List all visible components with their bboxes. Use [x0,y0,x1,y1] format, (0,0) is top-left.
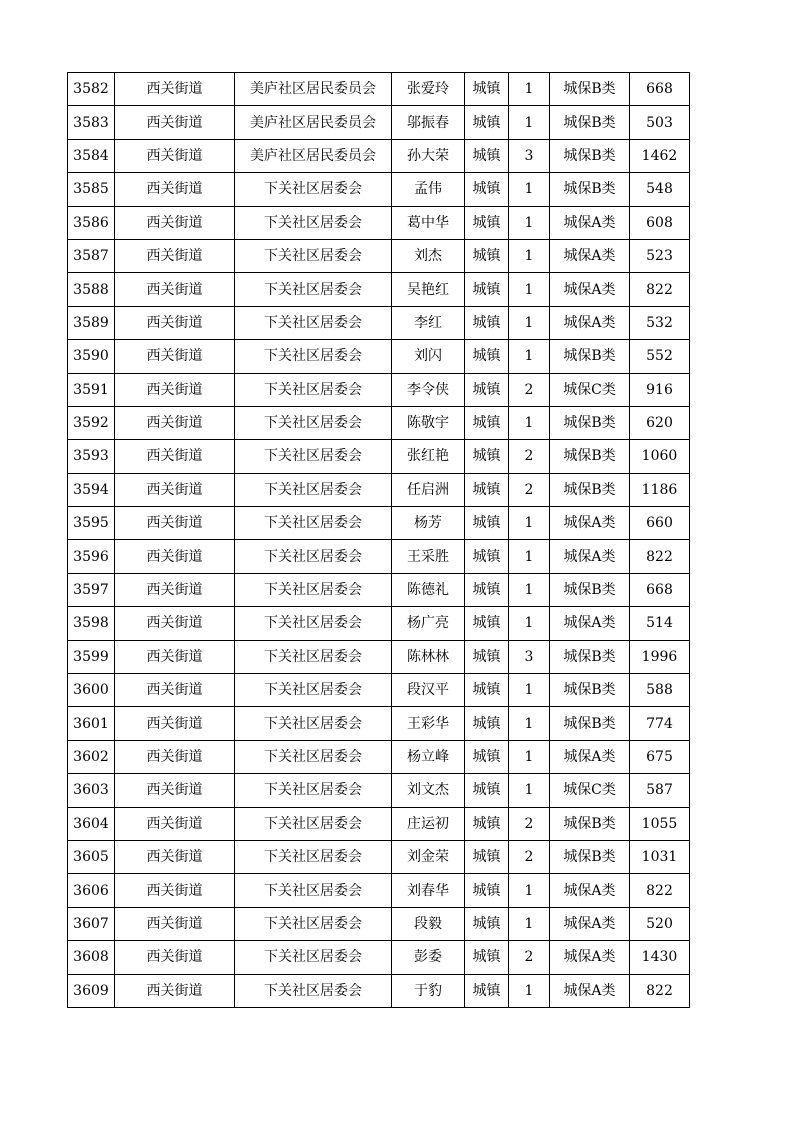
cell-street: 西关街道 [115,640,235,673]
cell-area: 城镇 [465,540,509,573]
table-row [68,306,690,339]
cell-street: 西关街道 [115,473,235,506]
cell-name: 刘文杰 [392,774,465,807]
cell-amount: 1462 [630,139,690,172]
cell-street: 西关街道 [115,740,235,773]
cell-name: 杨广亮 [392,607,465,640]
cell-insurance-type: 城保A类 [550,206,630,239]
cell-amount: 523 [630,239,690,272]
cell-insurance-type: 城保B类 [550,173,630,206]
cell-amount: 822 [630,974,690,1007]
cell-number: 3596 [68,540,115,573]
cell-name: 张红艳 [392,440,465,473]
cell-area: 城镇 [465,573,509,606]
cell-number: 3605 [68,840,115,873]
cell-household-count: 2 [509,373,550,406]
cell-number: 3593 [68,440,115,473]
cell-name: 杨芳 [392,507,465,540]
table-row [68,874,690,907]
cell-community: 下关社区居委会 [235,340,392,373]
cell-community: 下关社区居委会 [235,807,392,840]
cell-area: 城镇 [465,139,509,172]
cell-street: 西关街道 [115,540,235,573]
cell-household-count: 2 [509,440,550,473]
cell-number: 3604 [68,807,115,840]
cell-area: 城镇 [465,206,509,239]
cell-number: 3588 [68,273,115,306]
cell-number: 3600 [68,674,115,707]
cell-household-count: 1 [509,974,550,1007]
cell-insurance-type: 城保B类 [550,807,630,840]
cell-insurance-type: 城保C类 [550,373,630,406]
cell-area: 城镇 [465,440,509,473]
cell-household-count: 1 [509,73,550,106]
cell-name: 刘杰 [392,239,465,272]
cell-street: 西关街道 [115,273,235,306]
cell-community: 下关社区居委会 [235,874,392,907]
cell-amount: 1031 [630,840,690,873]
cell-number: 3608 [68,941,115,974]
cell-household-count: 1 [509,874,550,907]
cell-insurance-type: 城保B类 [550,840,630,873]
cell-street: 西关街道 [115,440,235,473]
cell-community: 下关社区居委会 [235,507,392,540]
cell-amount: 1430 [630,941,690,974]
cell-insurance-type: 城保A类 [550,507,630,540]
cell-insurance-type: 城保A类 [550,874,630,907]
cell-street: 西关街道 [115,707,235,740]
cell-insurance-type: 城保A类 [550,306,630,339]
cell-amount: 668 [630,73,690,106]
cell-name: 葛中华 [392,206,465,239]
cell-number: 3587 [68,239,115,272]
cell-insurance-type: 城保A类 [550,941,630,974]
cell-insurance-type: 城保A类 [550,907,630,940]
cell-name: 刘闪 [392,340,465,373]
cell-name: 刘春华 [392,874,465,907]
cell-name: 吴艳红 [392,273,465,306]
table-row [68,573,690,606]
cell-area: 城镇 [465,774,509,807]
cell-community: 下关社区居委会 [235,740,392,773]
cell-household-count: 1 [509,306,550,339]
cell-community: 下关社区居委会 [235,473,392,506]
cell-insurance-type: 城保B类 [550,406,630,439]
cell-insurance-type: 城保A类 [550,607,630,640]
cell-name: 李红 [392,306,465,339]
cell-number: 3602 [68,740,115,773]
cell-number: 3592 [68,406,115,439]
cell-number: 3601 [68,707,115,740]
cell-amount: 514 [630,607,690,640]
cell-street: 西关街道 [115,73,235,106]
cell-household-count: 1 [509,540,550,573]
cell-area: 城镇 [465,340,509,373]
cell-name: 任启洲 [392,473,465,506]
cell-street: 西关街道 [115,173,235,206]
cell-insurance-type: 城保B类 [550,573,630,606]
table-row [68,173,690,206]
cell-amount: 548 [630,173,690,206]
cell-community: 下关社区居委会 [235,273,392,306]
cell-insurance-type: 城保B类 [550,106,630,139]
cell-street: 西关街道 [115,573,235,606]
cell-area: 城镇 [465,941,509,974]
cell-name: 段毅 [392,907,465,940]
cell-area: 城镇 [465,273,509,306]
cell-number: 3585 [68,173,115,206]
cell-household-count: 1 [509,740,550,773]
table-row [68,707,690,740]
cell-number: 3594 [68,473,115,506]
table-row [68,139,690,172]
cell-household-count: 1 [509,707,550,740]
cell-amount: 668 [630,573,690,606]
cell-amount: 822 [630,273,690,306]
cell-area: 城镇 [465,707,509,740]
cell-amount: 774 [630,707,690,740]
table-body [68,73,690,1008]
cell-community: 下关社区居委会 [235,406,392,439]
cell-amount: 520 [630,907,690,940]
cell-street: 西关街道 [115,907,235,940]
cell-household-count: 1 [509,340,550,373]
cell-name: 杨立峰 [392,740,465,773]
cell-street: 西关街道 [115,874,235,907]
cell-community: 下关社区居委会 [235,239,392,272]
table-row [68,106,690,139]
cell-community: 下关社区居委会 [235,941,392,974]
cell-area: 城镇 [465,106,509,139]
cell-community: 下关社区居委会 [235,907,392,940]
table-row [68,473,690,506]
cell-number: 3583 [68,106,115,139]
cell-name: 彭委 [392,941,465,974]
cell-area: 城镇 [465,640,509,673]
cell-amount: 1186 [630,473,690,506]
cell-household-count: 1 [509,607,550,640]
cell-insurance-type: 城保B类 [550,73,630,106]
cell-community: 美庐社区居民委员会 [235,106,392,139]
cell-amount: 608 [630,206,690,239]
cell-number: 3603 [68,774,115,807]
table-row [68,640,690,673]
cell-number: 3606 [68,874,115,907]
cell-amount: 587 [630,774,690,807]
cell-street: 西关街道 [115,941,235,974]
cell-name: 陈德礼 [392,573,465,606]
cell-household-count: 1 [509,907,550,940]
cell-name: 庄运初 [392,807,465,840]
cell-area: 城镇 [465,473,509,506]
cell-household-count: 1 [509,774,550,807]
cell-insurance-type: 城保A类 [550,740,630,773]
cell-area: 城镇 [465,674,509,707]
cell-insurance-type: 城保B类 [550,340,630,373]
cell-area: 城镇 [465,239,509,272]
cell-number: 3589 [68,306,115,339]
cell-amount: 552 [630,340,690,373]
cell-amount: 620 [630,406,690,439]
cell-community: 下关社区居委会 [235,674,392,707]
cell-household-count: 2 [509,840,550,873]
cell-community: 下关社区居委会 [235,306,392,339]
cell-area: 城镇 [465,306,509,339]
cell-amount: 822 [630,874,690,907]
data-table [67,72,690,1008]
cell-amount: 532 [630,306,690,339]
cell-area: 城镇 [465,507,509,540]
cell-area: 城镇 [465,974,509,1007]
cell-number: 3607 [68,907,115,940]
cell-community: 下关社区居委会 [235,974,392,1007]
cell-street: 西关街道 [115,807,235,840]
cell-insurance-type: 城保A类 [550,239,630,272]
cell-household-count: 1 [509,173,550,206]
cell-number: 3598 [68,607,115,640]
cell-street: 西关街道 [115,774,235,807]
table-row [68,540,690,573]
cell-household-count: 1 [509,573,550,606]
table-row [68,340,690,373]
cell-community: 下关社区居委会 [235,540,392,573]
cell-household-count: 1 [509,206,550,239]
cell-street: 西关街道 [115,674,235,707]
table-row [68,406,690,439]
cell-insurance-type: 城保C类 [550,774,630,807]
cell-street: 西关街道 [115,239,235,272]
cell-number: 3590 [68,340,115,373]
cell-community: 下关社区居委会 [235,206,392,239]
cell-insurance-type: 城保A类 [550,974,630,1007]
cell-amount: 916 [630,373,690,406]
cell-street: 西关街道 [115,306,235,339]
cell-number: 3599 [68,640,115,673]
cell-amount: 588 [630,674,690,707]
cell-insurance-type: 城保A类 [550,273,630,306]
cell-household-count: 1 [509,273,550,306]
cell-household-count: 1 [509,106,550,139]
cell-street: 西关街道 [115,507,235,540]
cell-street: 西关街道 [115,406,235,439]
cell-community: 下关社区居委会 [235,607,392,640]
table-row [68,373,690,406]
table-row [68,774,690,807]
table-row [68,941,690,974]
cell-community: 下关社区居委会 [235,774,392,807]
cell-area: 城镇 [465,73,509,106]
cell-community: 美庐社区居民委员会 [235,73,392,106]
cell-amount: 1996 [630,640,690,673]
cell-name: 刘金荣 [392,840,465,873]
cell-name: 邬振春 [392,106,465,139]
cell-name: 李令侠 [392,373,465,406]
cell-number: 3586 [68,206,115,239]
table-row [68,440,690,473]
table-row [68,674,690,707]
cell-name: 陈敬宇 [392,406,465,439]
cell-insurance-type: 城保A类 [550,540,630,573]
cell-amount: 660 [630,507,690,540]
cell-number: 3597 [68,573,115,606]
cell-name: 段汉平 [392,674,465,707]
cell-household-count: 1 [509,674,550,707]
cell-household-count: 3 [509,139,550,172]
cell-household-count: 1 [509,406,550,439]
cell-household-count: 2 [509,807,550,840]
cell-household-count: 2 [509,473,550,506]
cell-community: 下关社区居委会 [235,640,392,673]
table-row [68,840,690,873]
cell-insurance-type: 城保B类 [550,139,630,172]
cell-amount: 503 [630,106,690,139]
cell-street: 西关街道 [115,139,235,172]
cell-number: 3582 [68,73,115,106]
table-row [68,740,690,773]
cell-household-count: 2 [509,941,550,974]
cell-area: 城镇 [465,173,509,206]
cell-name: 王彩华 [392,707,465,740]
cell-area: 城镇 [465,840,509,873]
cell-name: 张爱玲 [392,73,465,106]
cell-amount: 675 [630,740,690,773]
table-row [68,507,690,540]
cell-amount: 1055 [630,807,690,840]
cell-area: 城镇 [465,874,509,907]
cell-number: 3584 [68,139,115,172]
cell-household-count: 1 [509,239,550,272]
cell-amount: 822 [630,540,690,573]
cell-area: 城镇 [465,607,509,640]
table-row [68,907,690,940]
cell-community: 下关社区居委会 [235,173,392,206]
cell-community: 下关社区居委会 [235,840,392,873]
cell-community: 下关社区居委会 [235,573,392,606]
cell-street: 西关街道 [115,340,235,373]
cell-community: 下关社区居委会 [235,707,392,740]
table-row [68,607,690,640]
table-row [68,239,690,272]
cell-name: 于豹 [392,974,465,1007]
cell-household-count: 3 [509,640,550,673]
cell-insurance-type: 城保B类 [550,674,630,707]
cell-community: 美庐社区居民委员会 [235,139,392,172]
cell-number: 3595 [68,507,115,540]
cell-number: 3609 [68,974,115,1007]
cell-street: 西关街道 [115,974,235,1007]
cell-community: 下关社区居委会 [235,373,392,406]
cell-area: 城镇 [465,807,509,840]
cell-name: 陈林林 [392,640,465,673]
cell-household-count: 1 [509,507,550,540]
cell-insurance-type: 城保B类 [550,640,630,673]
cell-amount: 1060 [630,440,690,473]
cell-insurance-type: 城保B类 [550,440,630,473]
cell-community: 下关社区居委会 [235,440,392,473]
cell-name: 孟伟 [392,173,465,206]
cell-street: 西关街道 [115,206,235,239]
cell-street: 西关街道 [115,373,235,406]
cell-area: 城镇 [465,406,509,439]
cell-street: 西关街道 [115,106,235,139]
cell-insurance-type: 城保B类 [550,473,630,506]
cell-name: 孙大荣 [392,139,465,172]
cell-street: 西关街道 [115,607,235,640]
cell-area: 城镇 [465,373,509,406]
table-row [68,206,690,239]
cell-name: 王采胜 [392,540,465,573]
cell-insurance-type: 城保B类 [550,707,630,740]
cell-number: 3591 [68,373,115,406]
table-row [68,974,690,1007]
cell-area: 城镇 [465,740,509,773]
cell-area: 城镇 [465,907,509,940]
table-row [68,273,690,306]
table-row [68,807,690,840]
cell-street: 西关街道 [115,840,235,873]
table-row [68,73,690,106]
